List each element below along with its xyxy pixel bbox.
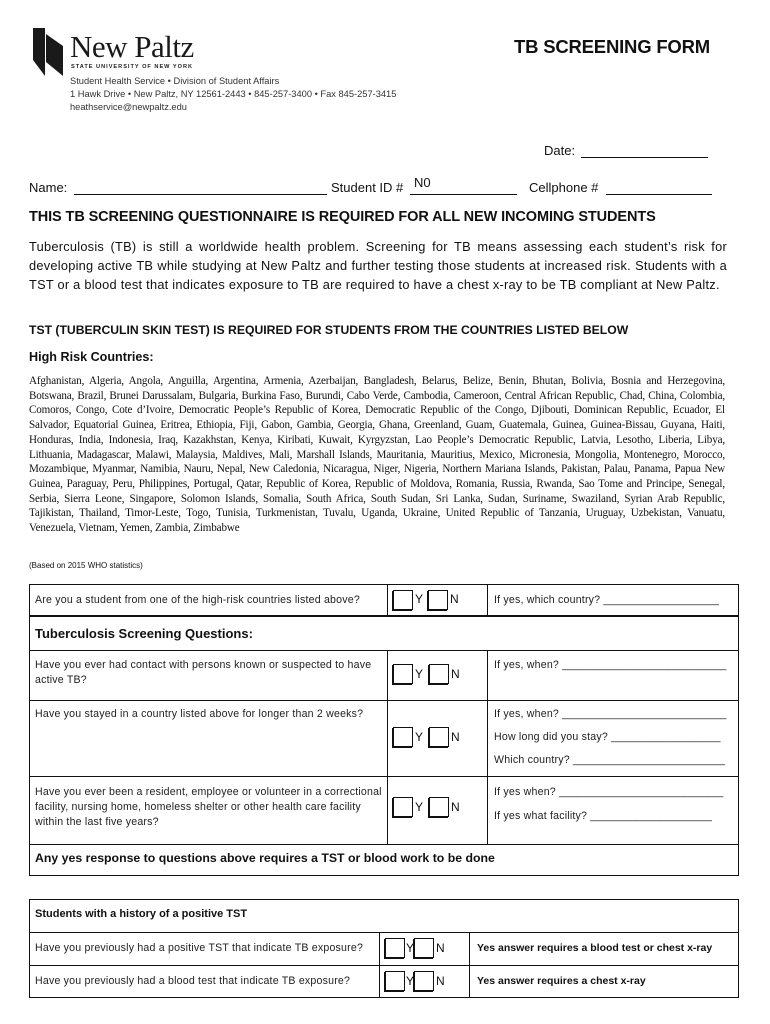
q3-no-checkbox[interactable]: [429, 797, 449, 817]
intro-paragraph: Tuberculosis (TB) is still a worldwide health problem. Screening for TB means assessing each student’s risk for developing active TB while studying at New Paltz and further testing those students at increased risk. Students with a TST or a blood test that indicates exposure to TB are required to have a chest x-ray to be TB compliant at New Paltz.: [29, 239, 727, 293]
q2-no-checkbox[interactable]: [429, 727, 449, 747]
logo-name: New Paltz: [70, 29, 194, 64]
cellphone-label: Cellphone #: [529, 180, 599, 195]
q2-followup-when: If yes, when? ___________________________: [494, 708, 727, 720]
main-heading: THIS TB SCREENING QUESTIONNAIRE IS REQUIRED FOR ALL NEW INCOMING STUDENTS: [29, 209, 656, 225]
q1-no-checkbox[interactable]: [429, 664, 449, 684]
positive-q1-yes-checkbox[interactable]: [385, 938, 405, 958]
who-note: (Based on 2015 WHO statistics): [29, 561, 143, 570]
screening-heading: Tuberculosis Screening Questions:: [35, 626, 253, 641]
name-field[interactable]: [74, 194, 327, 195]
form-title: TB SCREENING FORM: [514, 36, 710, 57]
screening-q2: Have you stayed in a country listed above for longer than 2 weeks?: [35, 708, 364, 720]
screening-q1: Have you ever had contact with persons known or suspected to have active TB?: [35, 659, 372, 686]
country-yes-checkbox[interactable]: [393, 590, 413, 610]
country-list: Afghanistan, Algeria, Angola, Anguilla, Argentina, Armenia, Azerbaijan, Bangladesh, Belarus, Belize, Benin, Bhutan, Bolivia, Bosnia and Herzegovina, Botswana, Brazil, Brunei Darussalam, Bulgaria, Burkina Faso, Burundi, Cabo Verde, Cambodia, Cameroon, Central African Republic, Chad, China, Colombia, Comoros, Congo, Cote d’Ivoire, Democratic People’s Republic of Korea, Democratic Republic of the Congo, Djibouti, Dominican Republic, Ecuador, El Salvador, Equatorial Guinea, Eritrea, Ethiopia, Fiji, Gabon, Gambia, Georgia, Ghana, Greenland, Guam, Guatemala, Guinea, Guinea-Bissau, Guyana, Haiti, Honduras, India, Indonesia, Iraq, Kazakhstan, Kenya, Kiribati, Kuwait, Kyrgyzstan, Lao People’s Democratic Republic, Latvia, Lesotho, Liberia, Libya, Lithuania, Madagascar, Malawi, Malaysia, Maldives, Mali, Marshall Islands, Mauritania, Mauritius, Mexico, Micronesia, Mongolia, Montenegro, Morocco, Mozambique, Myanmar, Namibia, Nauru, Nepal, New Caledonia, Nicaragua, Niger, Nigeria, Northern Mariana Islands, Pakistan, Palau, Panama, Papua New Guinea, Paraguay, Peru, Philippines, Portugal, Qatar, Republic of Korea, Republic of Moldova, Romania, Russia, Rwanda, Sao Tome and Principe, Senegal, Serbia, Sierra Leone, Singapore, Solomon Islands, Somalia, South Africa, South Sudan, Sri Lanka, Sudan, Suriname, Swaziland, Syrian Arab Republic, Tajikistan, Thailand, Timor-Leste, Togo, Tunisia, Turkmenistan, Tuvalu, Uganda, Ukraine, United Republic of Tanzania, Uruguay, Uzbekistan, Vanuatu, Venezuela, Vietnam, Yemen, Zambia, Zimbabwe: [29, 375, 725, 535]
name-label: Name:: [29, 180, 68, 195]
high-risk-heading: High Risk Countries:: [29, 350, 154, 364]
date-label: Date:: [544, 143, 576, 158]
screening-q3: Have you ever been a resident, employee or volunteer in a correctional facility, nursing home, homeless shelter or other health care facility within the last five years?: [35, 786, 382, 828]
q3-followup-facility: If yes what facility? ____________________: [494, 810, 713, 822]
logo-subtitle: STATE UNIVERSITY OF NEW YORK: [71, 64, 194, 70]
yes-label: Y: [415, 800, 424, 814]
no-label: N: [436, 941, 445, 955]
date-field[interactable]: [581, 157, 708, 158]
yes-label: Y: [415, 667, 424, 681]
positive-q2: Have you previously had a blood test that indicate TB exposure?: [35, 975, 351, 987]
no-label: N: [450, 592, 459, 606]
q2-followup-duration: How long did you stay? __________________: [494, 731, 721, 743]
yes-label: Y: [415, 592, 424, 606]
cellphone-field[interactable]: [606, 194, 712, 195]
positive-q1-note: Yes answer requires a blood test or chest x-ray: [477, 942, 713, 954]
address-line-2: 1 Hawk Drive • New Paltz, NY 12561-2443 • 845-257-3400 • Fax 845-257-3415: [70, 89, 397, 99]
student-id-label: Student ID #: [331, 180, 404, 195]
screening-box: [29, 616, 739, 876]
positive-q2-note: Yes answer requires a chest x-ray: [477, 975, 646, 987]
no-label: N: [451, 800, 460, 814]
q3-yes-checkbox[interactable]: [393, 797, 413, 817]
country-followup: If yes, which country? ___________________: [494, 594, 720, 606]
q3-followup-when: If yes when? ___________________________: [494, 786, 724, 798]
address-line-1: Student Health Service • Division of Student Affairs: [70, 76, 280, 86]
address-email: heathservice@newpaltz.edu: [70, 102, 187, 112]
q2-yes-checkbox[interactable]: [393, 727, 413, 747]
no-label: N: [451, 667, 460, 681]
student-id-value: N0: [414, 175, 431, 190]
q2-followup-country: Which country? _________________________: [494, 754, 726, 766]
screening-footer-note: Any yes response to questions above requires a TST or blood work to be done: [35, 851, 495, 865]
positive-q1: Have you previously had a positive TST that indicate TB exposure?: [35, 942, 364, 954]
no-label: N: [436, 974, 445, 988]
country-question: Are you a student from one of the high-risk countries listed above?: [35, 594, 360, 606]
yes-label: Y: [406, 974, 415, 988]
q1-followup: If yes, when? ___________________________: [494, 659, 727, 671]
new-paltz-logo-mark: [33, 28, 63, 76]
positive-heading: Students with a history of a positive TST: [35, 908, 248, 920]
no-label: N: [451, 730, 460, 744]
q1-yes-checkbox[interactable]: [393, 664, 413, 684]
positive-q2-yes-checkbox[interactable]: [385, 971, 405, 991]
positive-q2-no-checkbox[interactable]: [414, 971, 434, 991]
student-id-field[interactable]: [410, 194, 517, 195]
yes-label: Y: [406, 941, 415, 955]
yes-label: Y: [415, 730, 424, 744]
country-no-checkbox[interactable]: [428, 590, 448, 610]
positive-q1-no-checkbox[interactable]: [414, 938, 434, 958]
tst-heading: TST (TUBERCULIN SKIN TEST) IS REQUIRED FOR STUDENTS FROM THE COUNTRIES LISTED BELOW: [29, 323, 629, 337]
